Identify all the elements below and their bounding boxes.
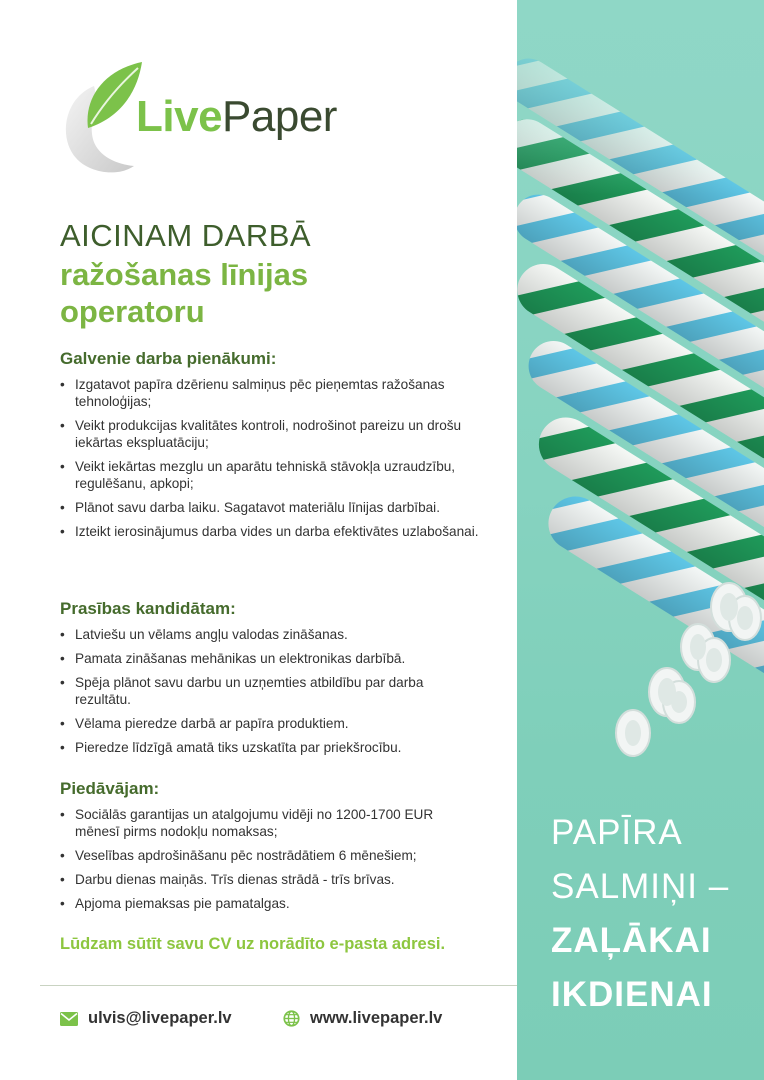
contact-website[interactable] bbox=[283, 1009, 442, 1028]
list-item: • Veikt produkcijas kvalitātes kontroli, nodrošinot pareizu un drošu iekārtas ekspluatāciju; bbox=[60, 417, 480, 451]
headline-invite: AICINAM DARBĀ bbox=[60, 218, 312, 253]
envelope-icon bbox=[60, 1012, 78, 1026]
list-item: • Apjoma piemaksas pie pamatalgas. bbox=[60, 895, 480, 912]
brand-name-live: Live bbox=[136, 92, 223, 141]
section-title-duties: Galvenie darba pienākumi: bbox=[60, 349, 277, 368]
slogan-line-1: PAPĪRA bbox=[551, 813, 683, 852]
list-item: • Darbu dienas maiņās. Trīs dienas strādā - trīs brīvas. bbox=[60, 871, 480, 888]
section-title-requirements: Prasības kandidātam: bbox=[60, 599, 236, 618]
list-item: • Spēja plānot savu darbu un uzņemties atbildību par darba rezultātu. bbox=[60, 674, 480, 708]
email-link[interactable]: ulvis@livepaper.lv bbox=[88, 1009, 232, 1027]
list-item: • Pieredze līdzīgā amatā tiks uzskatīta par priekšrocību. bbox=[60, 739, 480, 756]
list-item: • Latviešu un vēlams angļu valodas zināšanas. bbox=[60, 626, 480, 643]
brand-wordmark bbox=[136, 92, 337, 142]
list-item: • Plānot savu darba laiku. Sagatavot materiālu līnijas darbībai. bbox=[60, 499, 480, 516]
contact-email[interactable] bbox=[60, 1009, 232, 1028]
slogan bbox=[551, 806, 729, 1022]
slogan-line-2: SALMIŅI – bbox=[551, 867, 730, 906]
leaf-logo-icon bbox=[58, 58, 148, 178]
list-item: • Veselības apdrošināšanu pēc nostrādātiem 6 mēnešiem; bbox=[60, 847, 480, 864]
list-item: • Sociālās garantijas un atalgojumu vidēji no 1200-1700 EUR mēnesī pirms nodokļu nomaksas; bbox=[60, 806, 455, 840]
list-item: • Veikt iekārtas mezglu un aparātu tehniskā stāvokļa uzraudzību, regulēšanu, apkopi; bbox=[60, 458, 480, 492]
globe-icon bbox=[283, 1010, 300, 1027]
footer-divider bbox=[40, 985, 517, 986]
slogan-line-4: IKDIENAI bbox=[551, 975, 713, 1014]
call-to-action: Lūdzam sūtīt savu CV uz norādīto e-pasta adresi. bbox=[60, 935, 446, 953]
list-item: • Izgatavot papīra dzērienu salmiņus pēc pieņemtas ražošanas tehnoloģijas; bbox=[60, 376, 480, 410]
website-link[interactable]: www.livepaper.lv bbox=[310, 1009, 443, 1027]
headline-position: ražošanas līnijas operatoru bbox=[60, 257, 309, 329]
list-item: • Vēlama pieredze darbā ar papīra produktiem. bbox=[60, 715, 480, 732]
list-item: • Pamata zināšanas mehānikas un elektronikas darbībā. bbox=[60, 650, 480, 667]
section-title-offer: Piedāvājam: bbox=[60, 779, 160, 798]
list-item: • Izteikt ierosinājumus darba vides un darba efektivātes uzlabošanai. bbox=[60, 523, 480, 540]
duties-list bbox=[60, 376, 480, 547]
requirements-list bbox=[60, 626, 480, 763]
slogan-line-3: ZAĻĀKAI bbox=[551, 921, 712, 960]
brand-name-paper: Paper bbox=[222, 92, 337, 141]
offer-list bbox=[60, 806, 480, 919]
